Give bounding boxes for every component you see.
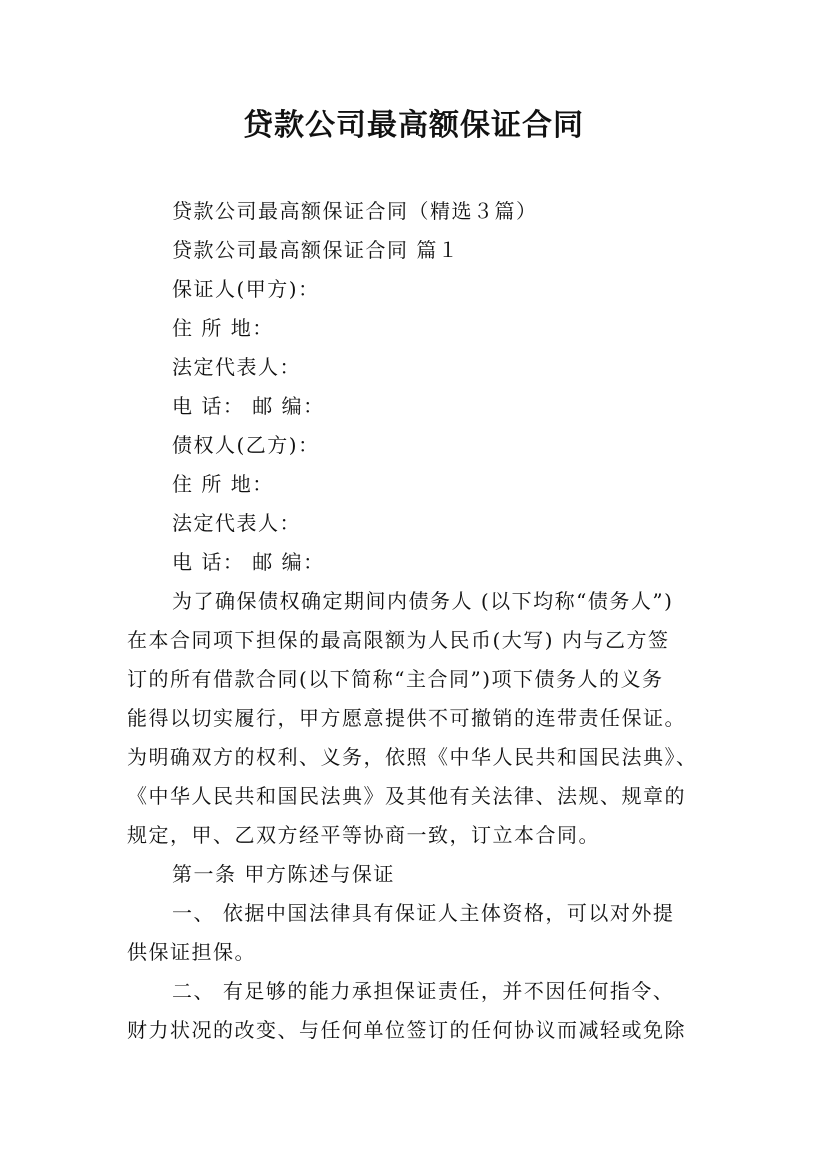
guarantor-representative-label: 法定代表人： bbox=[172, 355, 301, 379]
body-paragraph-line: 为明确双方的权利、义务，依照《中华人民共和国民法典》、 bbox=[127, 745, 698, 769]
article-item-line: 财力状况的改变、与任何单位签订的任何协议而减轻或免除 bbox=[127, 1018, 686, 1042]
section-heading: 贷款公司最高额保证合同 篇１ bbox=[172, 238, 460, 262]
subtitle-line: 贷款公司最高额保证合同（精选３篇） bbox=[172, 199, 538, 223]
creditor-address-label: 住 所 地： bbox=[172, 472, 274, 496]
guarantor-contact-label: 电 话： 邮 编： bbox=[172, 394, 325, 418]
body-paragraph-line: 《中华人民共和国民法典》及其他有关法律、法规、规章的 bbox=[127, 784, 686, 808]
body-paragraph-line: 为了确保债权确定期间内债务人 (以下均称“债务人”) bbox=[172, 589, 674, 613]
creditor-label: 债权人(乙方)： bbox=[172, 433, 320, 457]
document-body bbox=[127, 192, 717, 1050]
article-heading: 第一条 甲方陈述与保证 bbox=[172, 862, 395, 886]
body-paragraph-line: 在本合同项下担保的最高限额为人民币(大写) 内与乙方签 bbox=[127, 628, 670, 652]
body-paragraph-line: 订的所有借款合同(以下简称“主合同”)项下债务人的义务 bbox=[127, 667, 664, 691]
body-paragraph-line: 规定，甲、乙双方经平等协商一致，订立本合同。 bbox=[127, 823, 600, 847]
article-item-line: 供保证担保。 bbox=[127, 940, 256, 964]
article-item-line: 一、 依据中国法律具有保证人主体资格，可以对外提 bbox=[172, 901, 675, 925]
document-title: 贷款公司最高额保证合同 bbox=[243, 108, 584, 143]
guarantor-address-label: 住 所 地： bbox=[172, 316, 274, 340]
creditor-contact-label: 电 话： 邮 编： bbox=[172, 550, 325, 574]
article-item-line: 二、 有足够的能力承担保证责任，并不因任何指令、 bbox=[172, 979, 675, 1003]
creditor-representative-label: 法定代表人： bbox=[172, 511, 301, 535]
body-paragraph-line: 能得以切实履行，甲方愿意提供不可撤销的连带责任保证。 bbox=[127, 706, 686, 730]
guarantor-label: 保证人(甲方)： bbox=[172, 277, 320, 301]
